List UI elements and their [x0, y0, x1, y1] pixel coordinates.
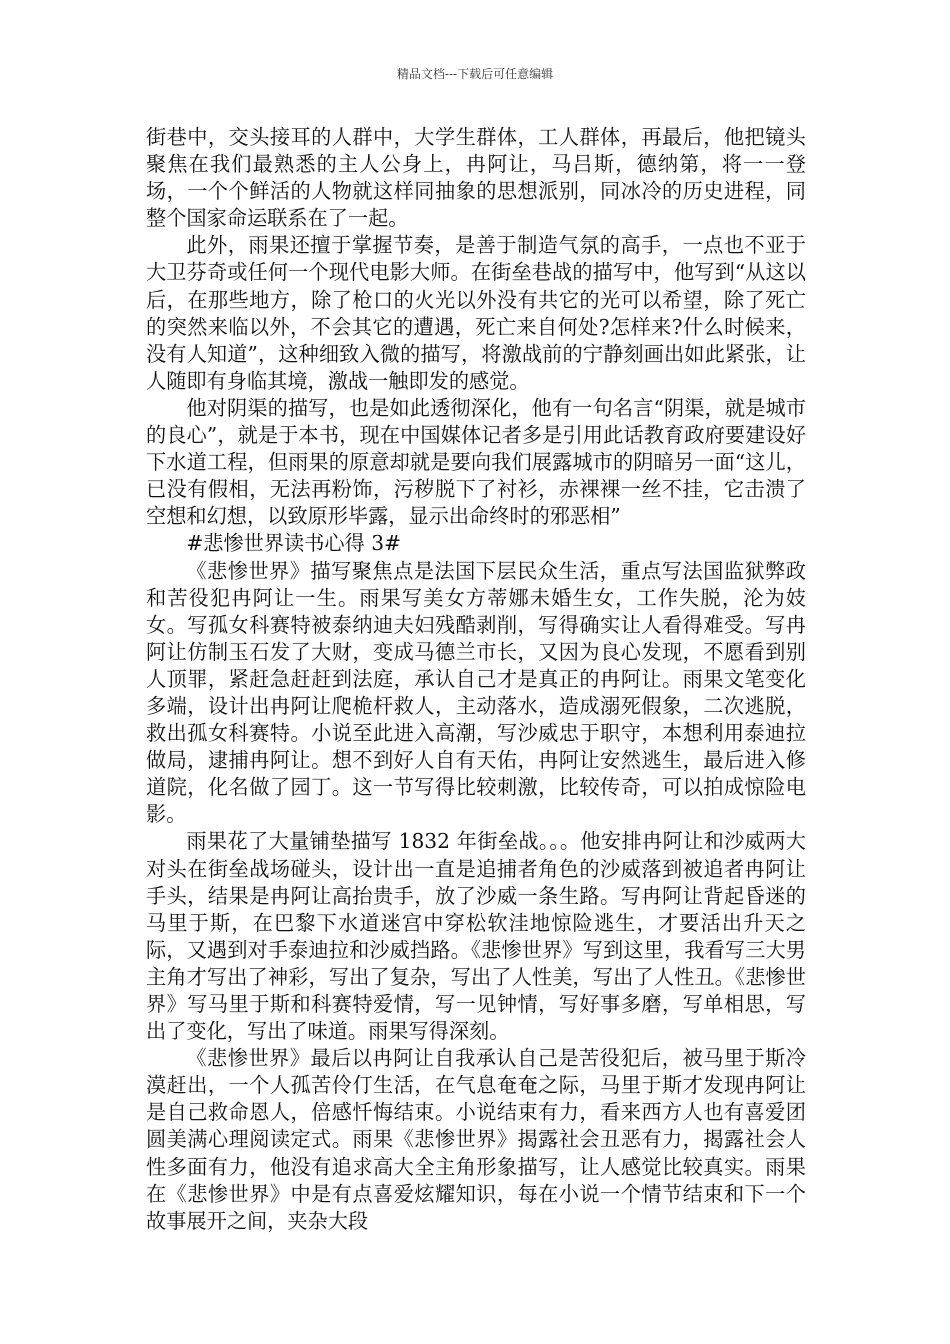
paragraph: 此外，雨果还擅于掌握节奏，是善于制造气氛的高手，一点也不亚于大卫芬奇或任何一个现代电影大师。在街垒巷战的描写中，他写到“从这以后，在那些地方，除了枪口的火光以外没有共它的光可以希望，除了死亡的突然来临以外，不会其它的遭遇，死亡来自何处?怎样来?什么时候来，没有人知道”，这种细致入微的描写，将激战前的宁静刻画出如此紧张，让人随即有身临其境，激战一触即发的感觉。: [146, 233, 806, 393]
paragraph: 《悲惨世界》描写聚焦点是法国下层民众生活，重点写法国监狱弊政和苦役犯冉阿让一生。雨果写美女方蒂娜未婚生女，工作失脱，沦为妓女。写孤女科赛特被泰纳迪夫妇残酷剥削，写得确实让人看得难受。写冉阿让仿制玉石发了大财，变成马德兰市长，又因为良心发现，不愿看到别人顶罪，紧赶急赶赶到法庭，承认自己才是真正的冉阿让。雨果文笔变化多端，设计出冉阿让爬桅杆救人，主动落水，造成溺死假象，二次逃脱，救出孤女科赛特。小说至此进入高潮，写沙威忠于职守，本想利用泰迪拉做局，逮捕冉阿让。想不到好人自有天佑，冉阿让安然逃生，最后进入修道院，化名做了园丁。这一节写得比较刺激，比较传奇，可以拍成惊险电影。: [146, 558, 806, 827]
paragraph: 他对阴渠的描写，也是如此透彻深化，他有一句名言“阴渠，就是城市的良心”，就是于本书，现在中国媒体记者多是引用此话教育政府要建设好下水道工程，但雨果的原意却就是要向我们展露城市的阴暗另一面“这儿，已没有假相，无法再粉饰，污秽脱下了衬衫，赤裸裸一丝不挂，它击溃了空想和幻想，以致原形毕露，显示出命终时的邪恶相”: [146, 395, 806, 529]
paragraph: 《悲惨世界》最后以冉阿让自我承认自己是苦役犯后，被马里于斯冷漠赶出，一个人孤苦伶仃生活，在气息奄奄之际，马里于斯才发现冉阿让是自己救命恩人，倍感忏悔结束。小说结束有力，看来西方人也有喜爱团圆美满心理阅读定式。雨果《悲惨世界》揭露社会丑恶有力，揭露社会人性多面有力，他没有追求高大全主角形象描写，让人感觉比较真实。雨果在《悲惨世界》中是有点喜爱炫耀知识，每在小说一个情节结束和下一个故事展开之间，夹杂大段: [146, 1046, 806, 1233]
paragraph: 雨果花了大量铺垫描写 1832 年街垒战。。。他安排冉阿让和沙威两大对头在街垒战场碰头，设计出一直是追捕者角色的沙威落到被追者冉阿让手头，结果是冉阿让高抬贵手，放了沙威一条生路。写冉阿让背起昏迷的马里于斯，在巴黎下水道迷宫中穿松软洼地惊险逃生，才要活出升天之际，又遇到对手泰迪拉和沙威挡路。《悲惨世界》写到这里，我看写三大男主角才写出了神彩，写出了复杂，写出了人性美，写出了人性丑。《悲惨世界》写马里于斯和科赛特爱情，写一见钟情，写好事多磨，写单相思，写出了变化，写出了味道。雨果写得深刻。: [146, 829, 806, 1044]
section-heading: #悲惨世界读书心得 3#: [186, 531, 401, 556]
document-body: [146, 124, 806, 1235]
page-header: 精品文档---下载后可任意编辑: [396, 67, 554, 81]
paragraph: 街巷中，交头接耳的人群中，大学生群体，工人群体，再最后，他把镜头聚焦在我们最熟悉的主人公身上，冉阿让，马吕斯，德纳第，将一一登场，一个个鲜活的人物就这样同抽象的思想派别，同冰冷的历史进程，同整个国家命运联系在了一起。: [146, 125, 806, 231]
